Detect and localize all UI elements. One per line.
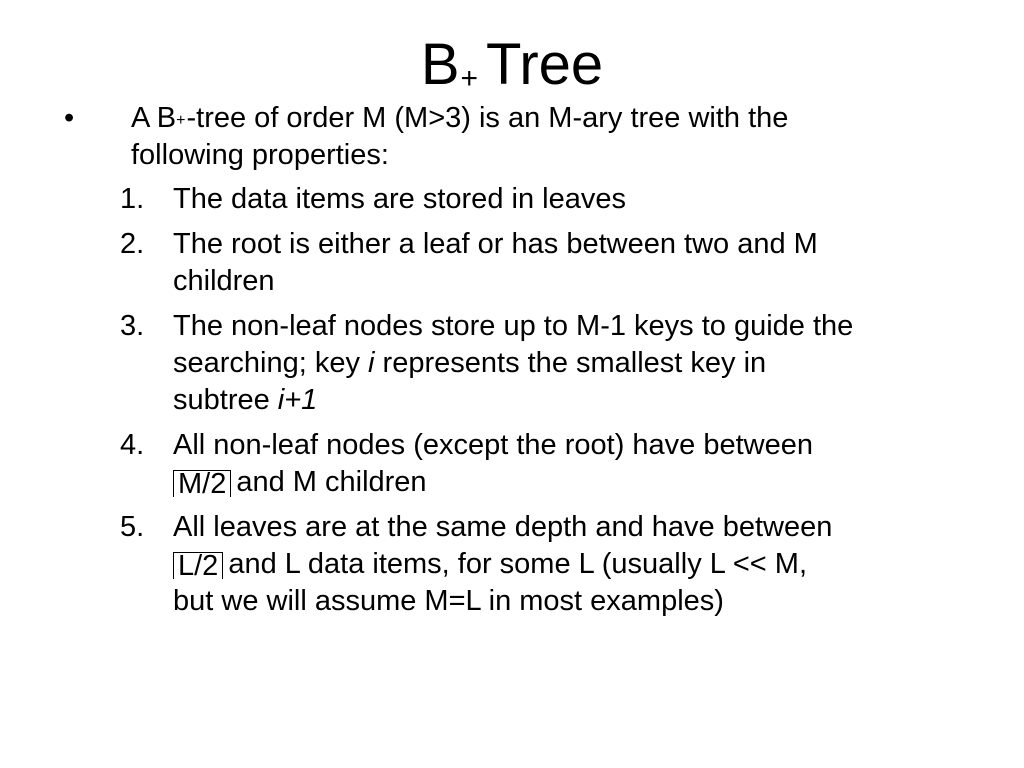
list-item bbox=[0, 226, 1024, 300]
item-line: but we will assume M=L in most examples) bbox=[173, 585, 724, 617]
italic-variable: i bbox=[368, 347, 375, 379]
item-number: 4. bbox=[120, 429, 145, 461]
intro-text-start: A B bbox=[131, 102, 177, 134]
item-line: All non-leaf nodes (except the root) have between bbox=[173, 429, 814, 461]
bullet-marker: • bbox=[64, 102, 75, 134]
intro-text-line2: following properties: bbox=[131, 139, 389, 171]
item-line: The root is either a leaf or has between two and M bbox=[173, 228, 818, 260]
item-number: 5. bbox=[120, 511, 145, 543]
item-line: and M children bbox=[236, 466, 427, 498]
item-line: All leaves are at the same depth and have between bbox=[173, 511, 833, 543]
item-line: The data items are stored in leaves bbox=[173, 183, 626, 215]
intro-superscript: + bbox=[176, 112, 186, 129]
list-item bbox=[0, 427, 1024, 501]
item-line: The non-leaf nodes store up to M-1 keys to guide the bbox=[173, 310, 854, 342]
item-number: 2. bbox=[120, 228, 145, 260]
item-line: subtree bbox=[173, 384, 278, 416]
item-line: represents the smallest key in bbox=[374, 347, 767, 379]
slide-title bbox=[0, 30, 1024, 100]
item-text bbox=[173, 308, 983, 419]
intro-text-line1: -tree of order M (M>3) is an M-ary tree with the bbox=[186, 102, 789, 134]
item-text bbox=[173, 226, 983, 300]
list-item bbox=[0, 181, 1024, 218]
title-superscript: + bbox=[460, 62, 479, 95]
item-line: searching; key bbox=[173, 347, 369, 379]
italic-variable: i+1 bbox=[277, 384, 318, 416]
ceiling-expression: L/2 bbox=[173, 552, 223, 579]
properties-list bbox=[0, 181, 1024, 628]
title-main: B bbox=[420, 32, 460, 97]
item-text bbox=[173, 427, 983, 501]
list-item bbox=[0, 509, 1024, 620]
item-line: children bbox=[173, 265, 275, 297]
item-number: 3. bbox=[120, 310, 145, 342]
item-text bbox=[173, 181, 983, 218]
item-number: 1. bbox=[120, 183, 145, 215]
intro-text bbox=[131, 100, 991, 174]
item-text bbox=[173, 509, 983, 620]
title-rest: Tree bbox=[486, 32, 604, 97]
list-item bbox=[0, 308, 1024, 419]
item-line: and L data items, for some L (usually L << M, bbox=[228, 548, 807, 580]
ceiling-expression: M/2 bbox=[173, 470, 231, 497]
